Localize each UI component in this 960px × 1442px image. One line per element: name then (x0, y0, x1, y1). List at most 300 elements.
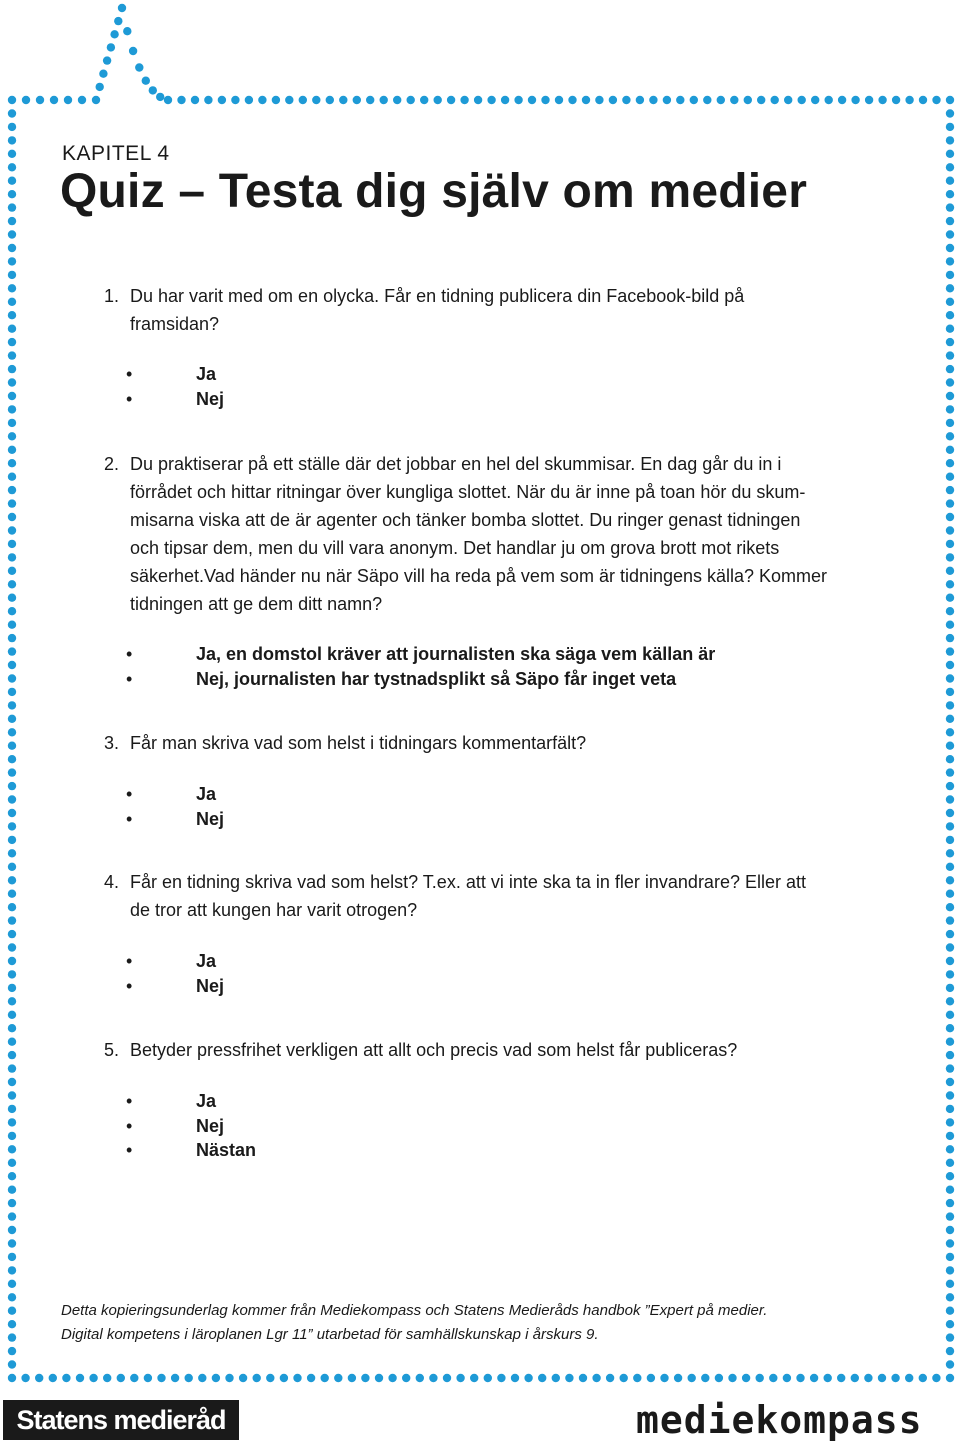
border-dot (8, 378, 16, 386)
border-dot (156, 93, 164, 101)
answer-option-label: Ja (196, 951, 217, 971)
border-dot (366, 96, 374, 104)
border-dot (919, 96, 927, 104)
border-dot (35, 1374, 43, 1382)
border-dot (348, 1374, 356, 1382)
border-dot (905, 1374, 913, 1382)
border-dot (771, 96, 779, 104)
border-dot (497, 1374, 505, 1382)
border-dot (744, 96, 752, 104)
border-dot (8, 203, 16, 211)
border-dot (946, 997, 954, 1005)
border-dot (756, 1374, 764, 1382)
border-dot (946, 809, 954, 817)
border-dot (946, 674, 954, 682)
border-dot (434, 96, 442, 104)
answer-option-label: Nej (196, 1115, 225, 1136)
border-dot (649, 96, 657, 104)
border-dot (8, 1078, 16, 1086)
question-text-line: Får en tidning skriva vad som helst? T.ex. att vi inte ska ta in fler invandrare? Eller att (130, 872, 806, 892)
border-dot (946, 782, 954, 790)
border-dot (8, 1320, 16, 1328)
border-dot (402, 1374, 410, 1382)
border-dot (8, 661, 16, 669)
bullet-icon: • (126, 975, 133, 996)
footer-credit-line: Digital kompetens i läroplanen Lgr 11” utarbetad för samhällskunskap i årskurs 9. (61, 1326, 599, 1343)
border-dot (443, 1374, 451, 1382)
border-dot (8, 446, 16, 454)
border-dot (660, 1374, 668, 1382)
border-dot (107, 43, 115, 51)
border-dot (8, 849, 16, 857)
border-dot (8, 997, 16, 1005)
border-dot (293, 1374, 301, 1382)
border-dot (99, 70, 107, 78)
border-dot (606, 1374, 614, 1382)
border-dot (456, 1374, 464, 1382)
border-dot (946, 621, 954, 629)
border-dot (123, 27, 131, 35)
border-dot (579, 1374, 587, 1382)
border-dot (946, 338, 954, 346)
answer-option-label: Nästan (196, 1140, 257, 1160)
border-dot (946, 150, 954, 158)
border-dot (8, 1374, 16, 1382)
border-dot (103, 56, 111, 64)
border-dot (688, 1374, 696, 1382)
answer-option[interactable] (126, 1138, 256, 1163)
border-dot (946, 1199, 954, 1207)
question-number: 1. (104, 286, 120, 306)
border-dot (142, 77, 150, 85)
answer-option-label: Nej (196, 388, 225, 409)
border-dot (8, 1186, 16, 1194)
border-dot (8, 1038, 16, 1046)
border-dot (946, 567, 954, 575)
border-dot (946, 1145, 954, 1153)
answer-option-label: Nej (196, 808, 225, 829)
answer-option-label: Ja (196, 364, 217, 384)
border-dot (703, 96, 711, 104)
border-dot (8, 1360, 16, 1368)
border-dot (946, 446, 954, 454)
border-dot (946, 916, 954, 924)
border-dot (595, 96, 603, 104)
border-dot (728, 1374, 736, 1382)
answer-options (126, 362, 224, 411)
border-dot (8, 567, 16, 575)
border-dot (514, 96, 522, 104)
border-dot (690, 96, 698, 104)
border-dot (8, 351, 16, 359)
border-dot (946, 123, 954, 131)
border-dot (8, 1266, 16, 1274)
border-dot (946, 298, 954, 306)
answer-options (126, 1089, 256, 1163)
border-dot (8, 984, 16, 992)
border-dot (8, 1118, 16, 1126)
border-dot (946, 284, 954, 292)
border-dot (8, 96, 16, 104)
border-dot (8, 109, 16, 117)
border-dot (361, 1374, 369, 1382)
answer-option-label: Ja (196, 1091, 217, 1111)
border-dot (8, 822, 16, 830)
border-dot (946, 1293, 954, 1301)
border-dot (8, 177, 16, 185)
border-dot (258, 96, 266, 104)
answer-option[interactable] (126, 387, 224, 412)
border-dot (8, 863, 16, 871)
border-dot (946, 486, 954, 494)
border-dot (8, 943, 16, 951)
border-dot (946, 1266, 954, 1274)
border-dot (144, 1374, 152, 1382)
question-number: 3. (104, 733, 120, 753)
statens-medierad-logo: Statens medieråd (3, 1400, 239, 1440)
border-dot (353, 96, 361, 104)
border-dot (946, 943, 954, 951)
border-dot (552, 1374, 560, 1382)
border-dot (528, 96, 536, 104)
border-dot (8, 836, 16, 844)
border-dot (946, 473, 954, 481)
border-dot (64, 96, 72, 104)
border-dot (511, 1374, 519, 1382)
border-dot (757, 96, 765, 104)
border-dot (946, 701, 954, 709)
border-dot (946, 163, 954, 171)
border-dot (769, 1374, 777, 1382)
border-dot (8, 1011, 16, 1019)
answer-options (126, 642, 715, 691)
footer-credit-line: Detta kopieringsunderlag kommer från Mediekompass och Statens Medieråds handbok ”Expert på medier. (61, 1302, 768, 1319)
border-dot (946, 1333, 954, 1341)
border-dot (8, 473, 16, 481)
border-dot (946, 513, 954, 521)
border-dot (946, 257, 954, 265)
border-dot (798, 96, 806, 104)
border-dot (130, 1374, 138, 1382)
border-dot (905, 96, 913, 104)
border-dot (407, 96, 415, 104)
border-dot (730, 96, 738, 104)
border-dot (946, 876, 954, 884)
border-dot (334, 1374, 342, 1382)
border-dot (636, 96, 644, 104)
border-dot (633, 1374, 641, 1382)
border-dot (8, 486, 16, 494)
border-dot (946, 1347, 954, 1355)
border-dot (946, 432, 954, 440)
border-dot (460, 96, 468, 104)
border-dot (946, 540, 954, 548)
bullet-icon: • (126, 808, 133, 829)
border-dot (8, 970, 16, 978)
border-dot (103, 1374, 111, 1382)
border-dot (8, 230, 16, 238)
answer-options (126, 782, 224, 831)
border-dot (321, 1374, 329, 1382)
border-dot (946, 1172, 954, 1180)
border-dot (8, 768, 16, 776)
border-dot (555, 96, 563, 104)
border-dot (8, 217, 16, 225)
question-text-line: framsidan? (130, 314, 220, 334)
border-dot (135, 63, 143, 71)
border-dot (110, 30, 118, 38)
bullet-icon: • (126, 364, 133, 384)
border-dot (8, 715, 16, 723)
border-dot (946, 890, 954, 898)
border-dot (8, 916, 16, 924)
border-dot (946, 96, 954, 104)
border-dot (946, 768, 954, 776)
border-dot (946, 405, 954, 413)
border-dot (204, 96, 212, 104)
border-dot (339, 96, 347, 104)
border-dot (663, 96, 671, 104)
question-1 (104, 282, 904, 338)
border-dot (524, 1374, 532, 1382)
border-dot (878, 1374, 886, 1382)
border-dot (932, 96, 940, 104)
border-dot (118, 4, 126, 12)
border-dot (185, 1374, 193, 1382)
border-dot (892, 96, 900, 104)
border-dot (253, 1374, 261, 1382)
border-dot (8, 1051, 16, 1059)
border-dot (717, 96, 725, 104)
border-dot (8, 298, 16, 306)
border-dot (701, 1374, 709, 1382)
answer-option[interactable] (126, 974, 224, 999)
border-dot (715, 1374, 723, 1382)
border-dot (62, 1374, 70, 1382)
border-dot (474, 96, 482, 104)
border-dot (8, 809, 16, 817)
border-dot (8, 540, 16, 548)
border-dot (8, 1199, 16, 1207)
border-dot (946, 419, 954, 427)
border-dot (245, 96, 253, 104)
border-dot (50, 96, 58, 104)
answer-option-label: Ja (196, 784, 217, 804)
answer-option[interactable] (126, 667, 715, 692)
border-dot (946, 1118, 954, 1126)
border-dot (8, 1132, 16, 1140)
question-text-line: Får man skriva vad som helst i tidningars kommentarfält? (130, 733, 587, 753)
border-dot (946, 1280, 954, 1288)
border-dot (946, 459, 954, 467)
border-dot (49, 1374, 57, 1382)
answer-option[interactable] (126, 782, 224, 807)
bullet-icon: • (126, 668, 133, 689)
border-dot (946, 1226, 954, 1234)
border-dot (946, 634, 954, 642)
border-dot (8, 432, 16, 440)
border-dot (171, 1374, 179, 1382)
border-dot (8, 1105, 16, 1113)
border-dot (946, 607, 954, 615)
question-number: 5. (104, 1040, 120, 1060)
border-dot (8, 1293, 16, 1301)
answer-option[interactable] (126, 1089, 256, 1114)
answer-options (126, 949, 224, 998)
border-dot (266, 1374, 274, 1382)
border-dot (946, 230, 954, 238)
question-text-line: de tror att kungen har varit otrogen? (130, 900, 418, 920)
border-dot (946, 271, 954, 279)
question-text-line: tidningen att ge dem ditt namn? (130, 594, 383, 614)
border-dot (8, 1253, 16, 1261)
border-dot (8, 190, 16, 198)
question-text-line: misarna viska att de är agenter och tänker bomba slottet. Du ringer genast tidningen (130, 510, 801, 530)
border-dot (149, 86, 157, 94)
border-dot (582, 96, 590, 104)
border-dot (946, 177, 954, 185)
border-dot (129, 47, 137, 55)
border-dot (8, 701, 16, 709)
question-text-line: Du praktiserar på ett ställe där det jobbar en hel del skummisar. En dag går du in i (130, 454, 782, 474)
border-dot (538, 1374, 546, 1382)
border-dot (8, 150, 16, 158)
answer-option[interactable] (126, 949, 224, 974)
border-dot (946, 1038, 954, 1046)
border-dot (946, 580, 954, 588)
border-dot (8, 1064, 16, 1072)
border-dot (946, 930, 954, 938)
border-dot (946, 849, 954, 857)
answer-option-label: Ja, en domstol kräver att journalisten ska säga vem källan är (196, 644, 716, 664)
border-dot (8, 271, 16, 279)
border-dot (932, 1374, 940, 1382)
border-dot (8, 365, 16, 373)
border-dot (470, 1374, 478, 1382)
border-dot (8, 1172, 16, 1180)
border-dot (946, 715, 954, 723)
border-dot (8, 1239, 16, 1247)
border-dot (837, 1374, 845, 1382)
border-dot (946, 217, 954, 225)
border-dot (307, 1374, 315, 1382)
bullet-icon: • (126, 1115, 133, 1136)
border-dot (946, 499, 954, 507)
border-dot (838, 96, 846, 104)
border-dot (177, 96, 185, 104)
border-dot (8, 795, 16, 803)
border-dot (946, 1320, 954, 1328)
border-dot (946, 365, 954, 373)
answer-option[interactable] (126, 807, 224, 832)
answer-option-label: Nej, journalisten har tystnadsplikt så Säpo får inget veta (196, 668, 677, 689)
border-dot (946, 136, 954, 144)
bullet-icon: • (126, 1091, 133, 1111)
border-dot (8, 890, 16, 898)
border-dot (946, 795, 954, 803)
border-dot (487, 96, 495, 104)
border-dot (8, 1024, 16, 1032)
border-dot (824, 1374, 832, 1382)
border-dot (8, 607, 16, 615)
border-dot (191, 96, 199, 104)
border-dot (864, 1374, 872, 1382)
border-dot (851, 1374, 859, 1382)
border-dot (8, 728, 16, 736)
border-dot (8, 499, 16, 507)
border-dot (946, 1360, 954, 1368)
border-dot (8, 325, 16, 333)
border-dot (8, 1212, 16, 1220)
border-dot (89, 1374, 97, 1382)
border-dot (375, 1374, 383, 1382)
border-dot (946, 325, 954, 333)
border-dot (8, 338, 16, 346)
border-dot (388, 1374, 396, 1382)
border-dot (393, 96, 401, 104)
answer-option[interactable] (126, 1114, 256, 1139)
question-number: 2. (104, 454, 120, 474)
border-dot (568, 96, 576, 104)
border-dot (865, 96, 873, 104)
border-dot (946, 378, 954, 386)
border-dot (783, 1374, 791, 1382)
border-dot (212, 1374, 220, 1382)
border-dot (8, 876, 16, 884)
border-dot (946, 311, 954, 319)
border-dot (946, 742, 954, 750)
border-dot (946, 1186, 954, 1194)
chapter-label: KAPITEL 4 (62, 142, 170, 165)
border-dot (8, 903, 16, 911)
border-dot (239, 1374, 247, 1382)
border-dot (299, 96, 307, 104)
border-dot (811, 96, 819, 104)
border-dot (946, 190, 954, 198)
border-dot (8, 674, 16, 682)
border-dot (946, 351, 954, 359)
answer-option[interactable] (126, 362, 224, 387)
question-2 (104, 450, 904, 618)
border-dot (565, 1374, 573, 1382)
border-dot (946, 1024, 954, 1032)
border-dot (946, 688, 954, 696)
border-dot (946, 836, 954, 844)
border-dot (8, 1091, 16, 1099)
border-dot (946, 957, 954, 965)
question-5 (104, 1036, 904, 1064)
border-dot (8, 755, 16, 763)
border-dot (280, 1374, 288, 1382)
border-dot (8, 459, 16, 467)
border-dot (8, 1159, 16, 1167)
border-dot (96, 83, 104, 91)
border-dot (8, 311, 16, 319)
border-dot (676, 96, 684, 104)
border-dot (946, 647, 954, 655)
border-dot (946, 1011, 954, 1019)
border-dot (592, 1374, 600, 1382)
border-dot (946, 109, 954, 117)
border-dot (8, 1280, 16, 1288)
border-dot (8, 392, 16, 400)
border-dot (851, 96, 859, 104)
border-dot (946, 1212, 954, 1220)
question-text-line: Betyder pressfrihet verkligen att allt och precis vad som helst får publiceras? (130, 1040, 738, 1060)
answer-option[interactable] (126, 642, 715, 667)
border-dot (8, 526, 16, 534)
border-dot (541, 96, 549, 104)
